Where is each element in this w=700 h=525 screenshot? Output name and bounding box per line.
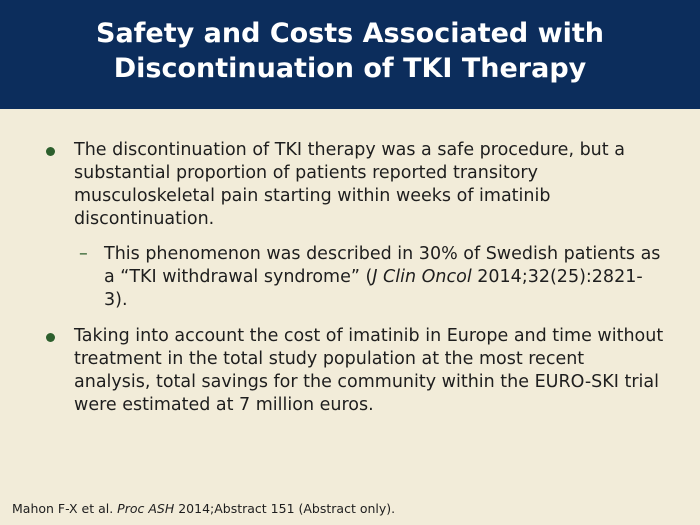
slide-title [0,16,700,86]
bullet-text-1: The discontinuation of TKI therapy was a safe procedure, but a substantial proportion of patients reported transitory musculoskeletal pain starting within weeks of imatinib discontinuation. [74,140,625,229]
dash-icon: – [79,244,88,264]
title-banner [0,0,700,109]
bullet-item-2 [44,325,664,417]
slide-title-line-2: Discontinuation of TKI Therapy [113,53,587,84]
bullet-item-1 [44,139,664,231]
footnote-reference [12,501,395,517]
sub-bullet-text [104,244,660,310]
slide-content [44,139,664,417]
bullet-text-2: Taking into account the cost of imatinib in Europe and time without treatment in the total study population at the most recent analysis, total savings for the community within the EURO-SKI trial were estimated at 7 million euros. [74,326,664,415]
sub-bullet-text-post: 2014;32(25):2821-3). [104,267,643,310]
sub-bullet-item [74,243,664,312]
sub-bullet-text-pre: This phenomenon was described in 30% of Swedish patients as a “TKI withdrawal syndrome” ( [104,244,661,287]
footnote-pre: Mahon F-X et al. [12,501,118,516]
journal-name: J Clin Oncol [372,267,472,287]
footnote-post: 2014;Abstract 151 (Abstract only). [174,501,396,516]
slide-title-line-1: Safety and Costs Associated with [96,18,604,49]
bullet-dot-icon [46,147,55,156]
footnote-journal: Proc ASH [117,501,175,516]
bullet-dot-icon [46,333,55,342]
